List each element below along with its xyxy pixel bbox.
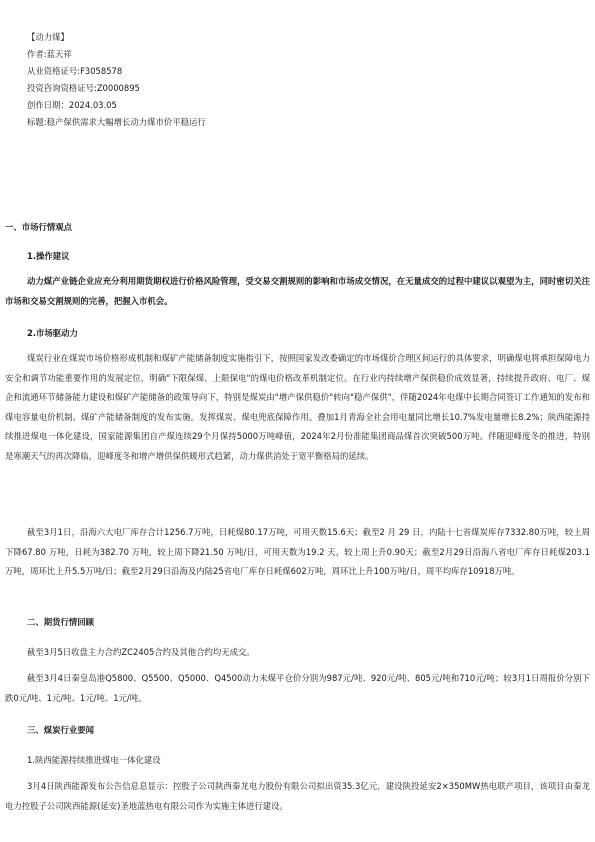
advisory-license-line: 投资咨询资格证号:Z0000895 (27, 83, 140, 93)
license-line: 从业资格证号:F3058578 (27, 66, 123, 76)
date-line: 创作日期：2024.03.05 (27, 100, 117, 110)
section-2-heading: 二、期货行情回顾 (27, 617, 94, 627)
section-1-heading: 一、市场行情观点 (5, 222, 72, 232)
subsection-market-drivers: 2.市场驱动力 (27, 328, 78, 338)
title-line: 标题:稳产保供需求大幅增长动力煤市价平稳运行 (27, 117, 206, 127)
inventory-paragraph: 截至3月1日，沿海六大电厂库存合计1256.7万吨，日耗煤80.17万吨，可用天数15.6天；截至2 月 29 日，内陆十七省煤炭库存7332.80万吨，较上周下降67.80 万吨，日耗为382.70 万吨，较上周下降21.50 万吨/日，可用天数为19.2 天，较上周上升0.90天；截至2月29日沿海八省电厂库存日耗煤203.1万吨，周环比上升5.5万吨/日；截至2月29日沿海及内陆25省电厂库存日耗煤602万吨，周环比上升100万吨/日，周平均库存10918万吨。 (5, 527, 590, 576)
author-line: 作者:蓝天祥 (27, 49, 72, 59)
spot-price-paragraph: 截至3月4日秦皇岛港Q5800、Q5500、Q5000、Q4500动力末煤平仓价分别为987元/吨、920元/吨、805元/吨和710元/吨；较3月1日周报价分别下跌0元/吨、1元/吨、1元/吨、1元/吨。 (5, 673, 590, 703)
futures-no-trade-line: 截至3月5日收盘主力合约ZC2405合约及其他合约均无成交。 (27, 647, 255, 657)
subsection-operation-advice: 1.操作建议 (27, 251, 70, 261)
operation-advice-paragraph: 动力煤产业链企业应充分利用期货期权进行价格风险管理，受交易交割规则的影响和市场成交情况，在无量成交的过程中建议以观望为主，同时密切关注市场和交易交割规则的完善，把握入市机会。 (5, 276, 590, 306)
market-drivers-paragraph: 煤炭行业在煤炭市场价格形成机制和煤矿产能储备制度实施指引下，按照国家发改委确定的市场煤价合理区间运行的具体要求，明确煤电将承担保障电力安全和调节功能重要作用的发展定位，明确"下限保煤、上限保电"的煤电价格改革机制定位。在行业内持续增产保供稳价成效显著，持续提升政府、电厂、煤企和流通环节储备能力建设和煤矿产能储备的政策导向下，特别是煤炭由"增产保供稳价"转向"稳产保供"，伴随2024年电煤中长期合同签订工作通知的发布和煤电容量电价机制、煤矿产能储备制度的发布实施。发挥煤炭、煤电兜底保障作用。叠加1月青海全社会用电量同比增长10.7%发电量增长8.2%；陕西能源持续推进煤电一体化建设，国家能源集团自产煤连续29个月保持5000万吨峰值，2024年2月份准能集团商品煤首次突破500万吨。伴随迎峰度冬的推进，特别是寒潮天气的再次降临，迎峰度冬和增产增供保供暖形式趋紧，动力煤供消处于宽平衡格局的延续。 (5, 353, 590, 461)
category-label: 【动力煤】 (27, 32, 69, 42)
section-3-heading: 三、煤炭行业要闻 (27, 725, 94, 735)
news-item-1-title: 1.陕西能源持续推进煤电一体化建设 (27, 755, 161, 765)
news-item-1-paragraph: 3月4日陕西能源发布公告信息息显示：控股子公司陕西秦龙电力股份有限公司拟出资35.3亿元，建设陕投延安2×350MW热电联产项目，该项目由秦龙电力控股子公司陕西能源(延安)圣地蓝热电有限公司作为实施主体进行建设。 (5, 781, 590, 811)
